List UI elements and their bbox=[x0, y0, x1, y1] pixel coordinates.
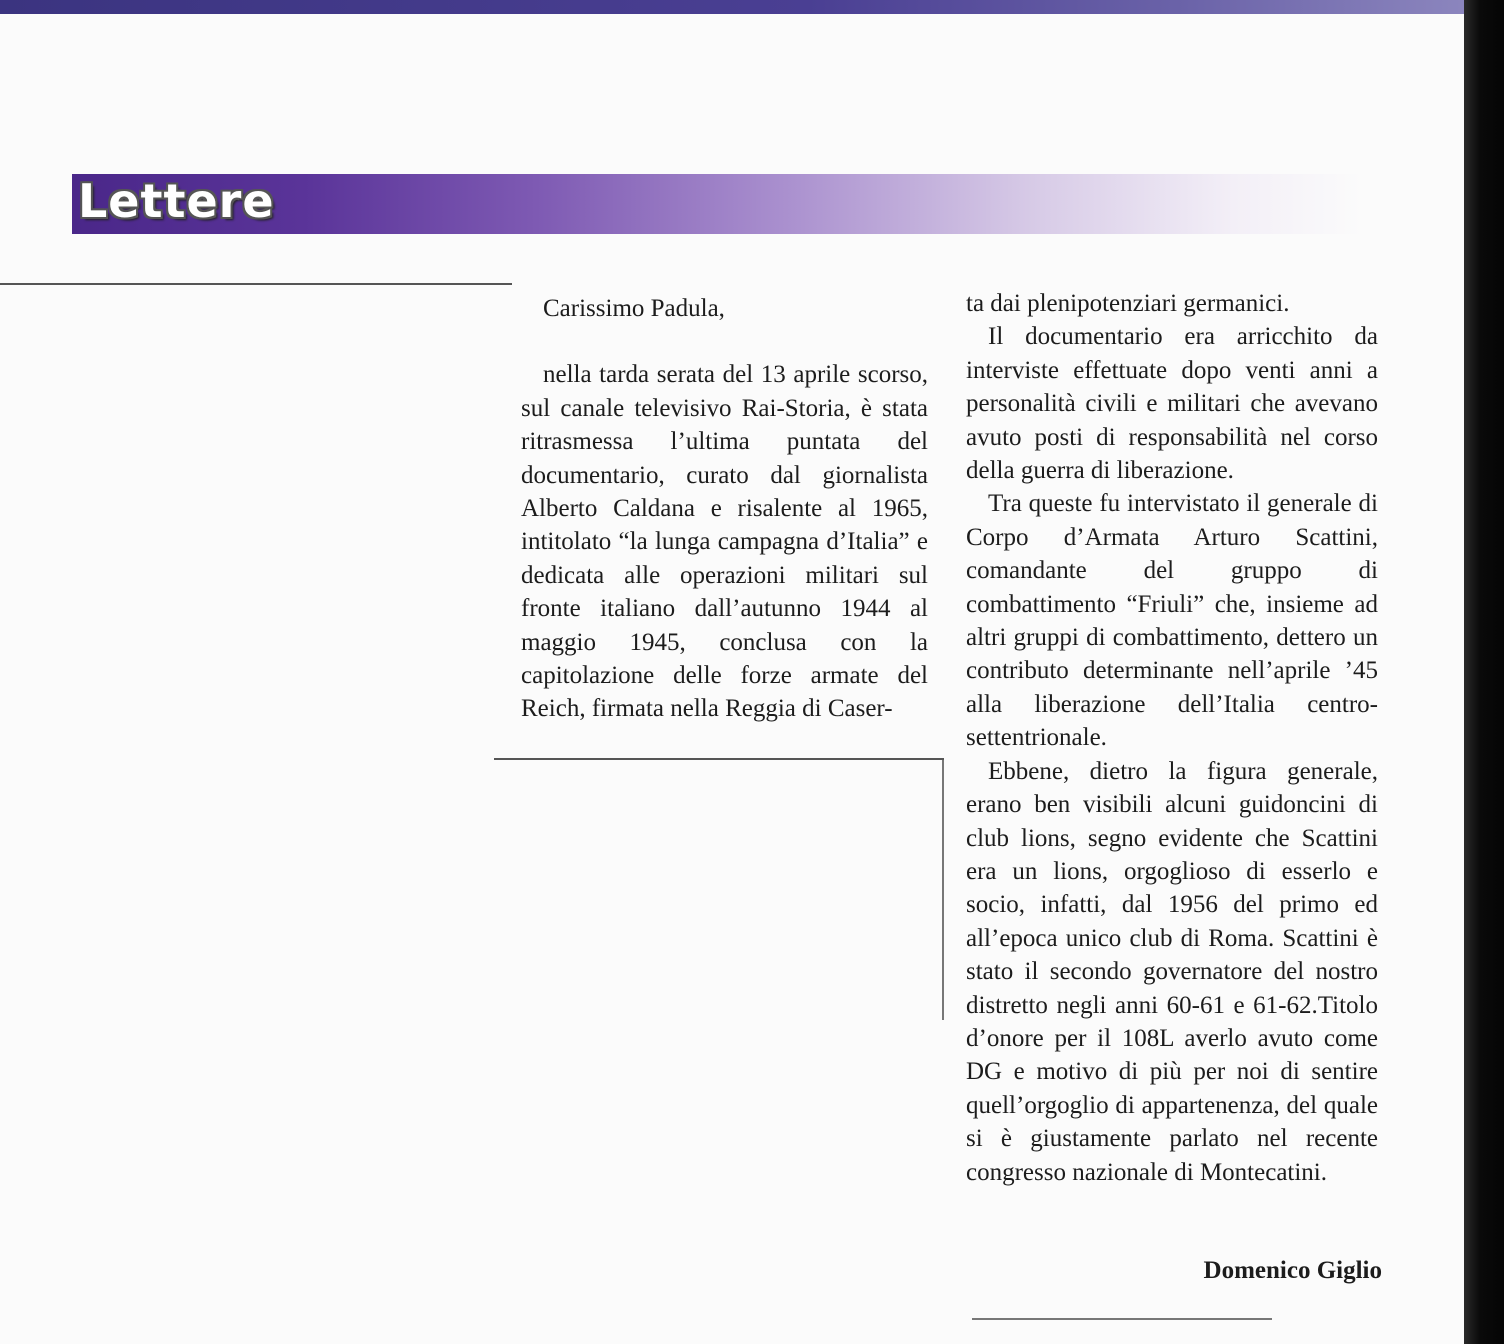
letter-paragraph-continued: ta dai plenipotenziari germanici. bbox=[966, 290, 1290, 317]
letter-paragraph: Tra queste fu intervistato il generale di Corpo d’Armata Arturo Scattini, comandante del gruppo di combattimento “Friuli” che, insieme ad altri gruppi di combattimento, dettero un contributo determinante nell’aprile ’45 alla liberazione dell’Italia centro-settentrionale. bbox=[966, 490, 1378, 752]
page-top-edge bbox=[0, 0, 1470, 14]
divider-line-left bbox=[0, 283, 512, 285]
letter-column-2 bbox=[966, 287, 1378, 1189]
letter-signature: Domenico Giglio bbox=[1203, 1257, 1382, 1284]
letter-column-1 bbox=[521, 292, 928, 726]
divider-line-vertical bbox=[942, 760, 944, 1020]
page-binding-edge bbox=[1464, 0, 1504, 1344]
letter-paragraph: Il documentario era arricchito da interviste effettuate dopo venti anni a personalità civili e militari che avevano avuto posti di responsabilità nel corso della guerra di liberazione. bbox=[966, 323, 1378, 485]
letter-paragraph: nella tarda serata del 13 aprile scorso, sul canale televisivo Rai-Storia, è stata ritrasmessa l’ultima puntata del documentario, curato dal giornalista Alberto Caldana e risalente al 1965, intitolato “la lunga campagna d’Italia” e dedicata alle operazioni militari sul fronte italiano dall’autunno 1944 al maggio 1945, conclusa con la capitolazione delle forze armate del Reich, firmata nella Reggia di Caser- bbox=[521, 361, 928, 723]
section-title: Lettere bbox=[78, 174, 275, 228]
divider-line-bottom bbox=[972, 1318, 1272, 1320]
letter-salutation: Carissimo Padula, bbox=[543, 295, 725, 322]
letter-paragraph: Ebbene, dietro la figura generale, erano ben visibili alcuni guidoncini di club lions, segno evidente che Scattini era un lions, orgoglioso di esserlo e socio, infatti, dal 1956 del primo ed all’epoca unico club di Roma. Scattini è stato il secondo governatore del nostro distretto negli anni 60-61 e 61-62.Titolo d’onore per il 108L averlo avuto come DG e motivo di più per noi di sentire quell’orgoglio di appartenenza, del quale si è giustamente parlato nel recente congresso nazionale di Montecatini. bbox=[966, 757, 1378, 1186]
divider-line-middle bbox=[494, 758, 944, 760]
